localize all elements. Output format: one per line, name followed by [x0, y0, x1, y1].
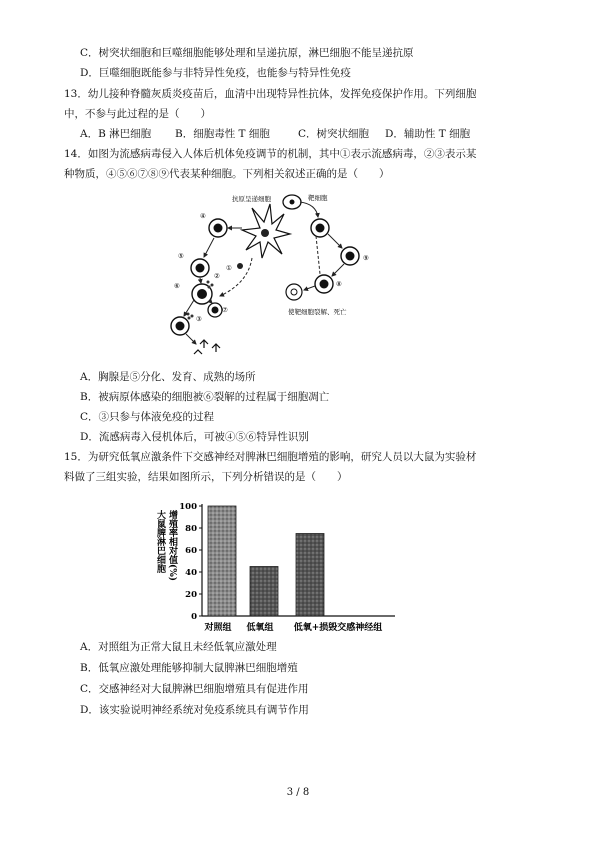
- q15-option-a: A．对照组为正常大鼠且未经低氧应激处理: [80, 641, 277, 653]
- q14-option-a: A．胸腺是⑤分化、发育、成熟的场所: [80, 371, 256, 383]
- cell-4-icon: [200, 212, 227, 237]
- y-ticks: [179, 502, 202, 622]
- y-tick-label: 80: [185, 524, 197, 534]
- q14-stem-line1: 14．如图为流感病毒侵入人体后机体免疫调节的机制，其中①表示流感病毒，②③表示某: [64, 148, 477, 160]
- x-category-label: 低氧+损毁交感神经组: [293, 623, 383, 633]
- x-category-label: 低氧组: [246, 623, 274, 633]
- y-axis-label-line2: 增殖率相对值(%): [167, 510, 177, 582]
- svg-text:⑧: ⑧: [336, 280, 342, 288]
- x-category-label: 对照组: [204, 623, 232, 633]
- q15-option-c: C．交感神经对大鼠脾淋巴细胞增殖具有促进作用: [80, 683, 309, 695]
- substance-2-icon: [207, 272, 221, 289]
- cell-7-icon: [208, 303, 228, 317]
- q13-option-d: D．辅助性 T 细胞: [385, 128, 471, 140]
- substance-3-icon: [187, 313, 203, 324]
- label-antigen-presenting-cell: 抗原呈递细胞: [232, 195, 271, 203]
- y-axis-label-line1: 大鼠脾淋巴细胞: [155, 510, 165, 573]
- virus-icon: [226, 263, 243, 272]
- x-labels: [203, 621, 382, 633]
- bar-3: [296, 534, 324, 617]
- q14-option-c: C．③只参与体液免疫的过程: [80, 411, 215, 423]
- cell-9-icon: [311, 219, 329, 237]
- q15-stem-line2: 料做了三组实验，结果如图所示，下列分析错误的是（ ）: [64, 471, 348, 483]
- q13-stem-line2: 中，不参与此过程的是（ ）: [64, 108, 211, 120]
- page-number: 3 / 8: [286, 787, 310, 798]
- antigen-presenting-cell-icon: [242, 204, 290, 258]
- y-tick-label: 40: [185, 568, 197, 578]
- target-cell-icon: [283, 195, 301, 209]
- y-tick-label: 20: [185, 590, 197, 600]
- bar-1: [208, 506, 236, 616]
- label-target-cell: 靶细胞: [308, 194, 328, 202]
- q15-option-b: B．低氧应激处理能够抑制大鼠脾淋巴细胞增殖: [80, 662, 298, 674]
- q14-option-d: D．流感病毒入侵机体后，可被④⑤⑥特异性识别: [80, 431, 309, 443]
- y-tick-label: 0: [191, 612, 197, 622]
- q13-stem-line1: 13．幼儿接种脊髓灰质炎疫苗后，血清中出现特异性抗体，发挥免疫保护作用。下列细胞: [64, 88, 477, 100]
- q13-option-c: C．树突状细胞: [298, 128, 370, 140]
- q12-option-d: D．巨噬细胞既能参与非特异性免疫，也能参与特异性免疫: [80, 67, 351, 79]
- svg-text:⑥: ⑥: [174, 282, 180, 290]
- cell-8-icon: [171, 317, 189, 335]
- svg-text:⑤: ⑤: [178, 252, 184, 260]
- q13-option-a: A．B 淋巴细胞: [80, 128, 152, 140]
- immune-mechanism-figure: [160, 188, 390, 366]
- q15-option-d: D．该实验说明神经系统对免疫系统具有调节作用: [80, 704, 309, 716]
- svg-text:②: ②: [214, 272, 220, 280]
- q14-option-b: B．被病原体感染的细胞被⑥裂解的过程属于细胞凋亡: [80, 391, 330, 403]
- lysed-target-cell-icon: [286, 284, 302, 300]
- svg-text:⑦: ⑦: [222, 306, 228, 314]
- q14-stem-line2: 种物质，④⑤⑥⑦⑧⑨代表某种细胞。下列相关叙述正确的是（ ）: [64, 168, 390, 180]
- cell-right-low-icon: [315, 275, 342, 293]
- bars: [208, 506, 324, 616]
- svg-text:①: ①: [226, 264, 232, 272]
- y-tick-label: 100: [179, 502, 197, 512]
- q13-option-b: B．细胞毒性 T 细胞: [175, 128, 270, 140]
- y-tick-label: 60: [185, 546, 197, 556]
- q12-option-c: C．树突状细胞和巨噬细胞能够处理和呈递抗原，淋巴细胞不能呈递抗原: [80, 47, 414, 59]
- antibody-icon: [194, 340, 220, 354]
- q15-stem-line1: 15．为研究低氧应激条件下交感神经对脾淋巴细胞增殖的影响，研究人员以大鼠为实验材: [64, 451, 477, 463]
- svg-text:⑨: ⑨: [363, 254, 369, 262]
- bar-2: [250, 567, 278, 617]
- svg-text:③: ③: [196, 315, 202, 323]
- svg-text:④: ④: [200, 212, 206, 220]
- bar-chart: [140, 492, 400, 634]
- cell-right-mid-icon: [341, 247, 369, 265]
- label-target-lysis: 使靶细胞裂解、死亡: [288, 308, 347, 316]
